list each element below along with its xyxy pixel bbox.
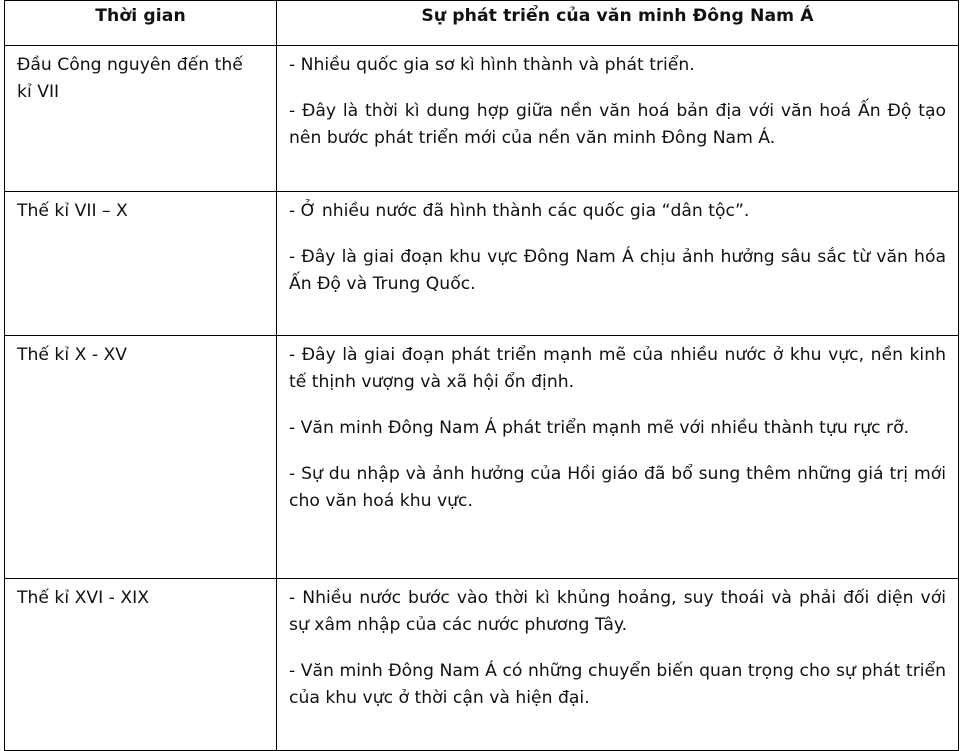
row-period: Thế kỉ X - XV [5, 336, 277, 579]
description-point: - Đây là giai đoạn phát triển mạnh mẽ của nhiều nước ở khu vực, nền kinh tế thịnh vượng và xã hội ổn định. [289, 345, 946, 392]
row-description [277, 46, 959, 192]
row-description [277, 192, 959, 336]
description-point: - Ở nhiều nước đã hình thành các quốc gia “dân tộc”. [289, 201, 750, 221]
table-row [5, 46, 959, 192]
row-period: Thế kỉ VII – X [5, 192, 277, 336]
header-period: Thời gian [5, 1, 277, 46]
table-header-row [5, 1, 959, 46]
description-point: - Nhiều nước bước vào thời kì khủng hoảng, suy thoái và phải đối diện với sự xâm nhập của các nước phương Tây. [289, 588, 946, 635]
header-development: Sự phát triển của văn minh Đông Nam Á [277, 1, 959, 46]
description-point: - Văn minh Đông Nam Á phát triển mạnh mẽ với nhiều thành tựu rực rỡ. [289, 418, 910, 438]
row-period: Đầu Công nguyên đến thế kỉ VII [5, 46, 277, 192]
description-point: - Văn minh Đông Nam Á có những chuyển biến quan trọng cho sự phát triển của khu vực ở thời cận và hiện đại. [289, 661, 946, 708]
table-row [5, 579, 959, 751]
table-row [5, 192, 959, 336]
description-point: - Đây là thời kì dung hợp giữa nền văn hoá bản địa với văn hoá Ấn Độ tạo nên bước phát triển mới của nền văn minh Đông Nam Á. [289, 101, 946, 148]
description-point: - Đây là giai đoạn khu vực Đông Nam Á chịu ảnh hưởng sâu sắc từ văn hóa Ấn Độ và Trung Quốc. [289, 247, 946, 294]
history-table [4, 0, 959, 751]
row-description [277, 336, 959, 579]
description-point: - Sự du nhập và ảnh hưởng của Hồi giáo đã bổ sung thêm những giá trị mới cho văn hoá khu vực. [289, 464, 946, 511]
description-point: - Nhiều quốc gia sơ kì hình thành và phát triển. [289, 55, 695, 75]
row-period: Thế kỉ XVI - XIX [5, 579, 277, 751]
table-row [5, 336, 959, 579]
row-description [277, 579, 959, 751]
